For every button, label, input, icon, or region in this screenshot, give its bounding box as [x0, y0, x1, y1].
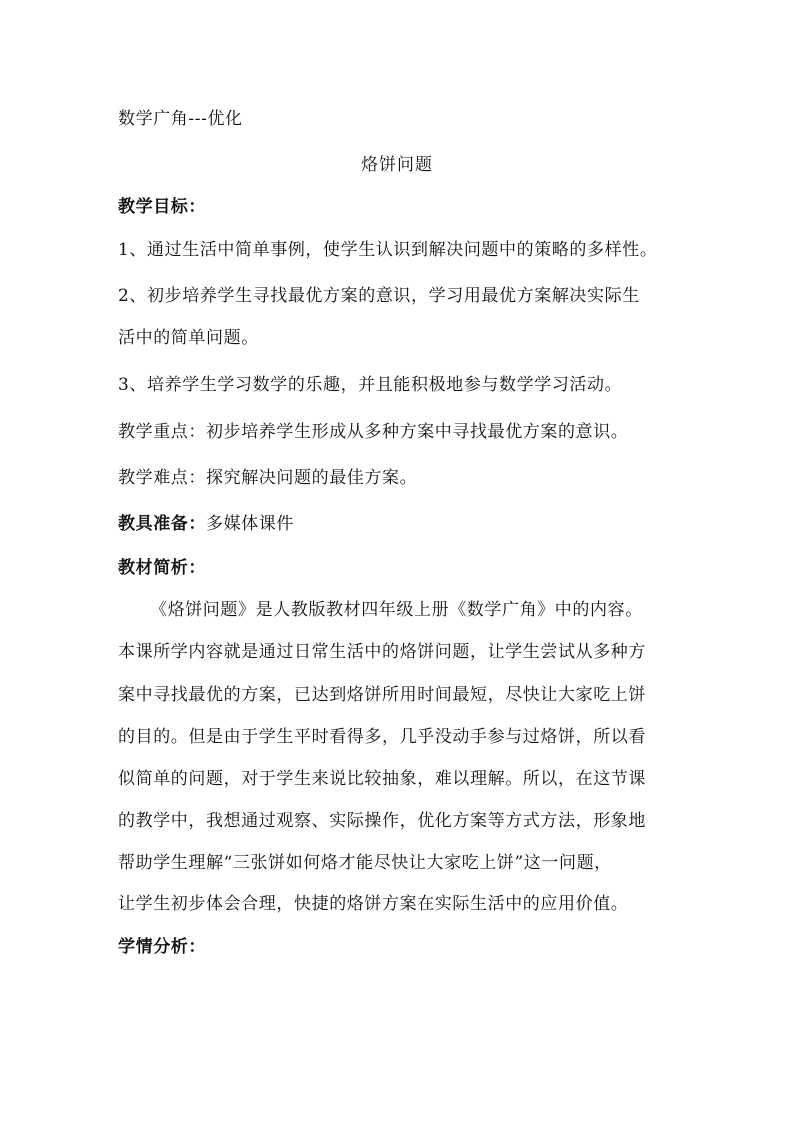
tools-value: 多媒体课件 — [206, 514, 294, 534]
analysis-line-5: 似简单的问题，对于学生来说比较抽象，难以理解。所以，在这节课 — [118, 769, 646, 789]
page-title: 烙饼问题 — [361, 155, 433, 175]
tools-label: 教具准备： — [118, 514, 206, 534]
analysis-line-2: 本课所学内容就是通过日常生活中的烙饼问题，让学生尝试从多种方 — [118, 642, 646, 662]
tools-line — [118, 513, 294, 535]
analysis-line-4: 的目的。但是由于学生平时看得多，几乎没动手参与过烙饼，所以看 — [118, 727, 646, 747]
goal-3: 3、培养学生学习数学的乐趣，并且能积极地参与数学学习活动。 — [118, 375, 623, 395]
subject-line: 数学广角---优化 — [118, 109, 243, 129]
analysis-heading: 教材简析： — [118, 558, 206, 578]
goal-2-line-2: 活中的简单问题。 — [118, 328, 259, 348]
analysis-line-3: 案中寻找最优的方案，已达到烙饼所用时间最短，尽快让大家吃上饼 — [118, 685, 646, 705]
analysis-line-1: 《烙饼问题》是人教版教材四年级上册《数学广角》中的内容。 — [150, 600, 643, 620]
goals-heading: 教学目标： — [118, 197, 206, 217]
students-heading: 学情分析： — [118, 937, 206, 957]
analysis-line-6: 的教学中，我想通过观察、实际操作，优化方案等方式方法，形象地 — [118, 811, 646, 831]
difficulty: 教学难点：探究解决问题的最佳方案。 — [118, 468, 418, 488]
goal-1: 1、通过生活中简单事例，使学生认识到解决问题中的策略的多样性。 — [118, 240, 658, 260]
goal-2-line-1: 2、初步培养学生寻找最优方案的意识，学习用最优方案解决实际生 — [118, 286, 640, 306]
key-point: 教学重点：初步培养学生形成从多种方案中寻找最优方案的意识。 — [118, 422, 629, 442]
analysis-line-8: 让学生初步体会合理，快捷的烙饼方案在实际生活中的应用价值。 — [118, 894, 629, 914]
analysis-line-7: 帮助学生理解“三张饼如何烙才能尽快让大家吃上饼”这一问题， — [118, 853, 612, 873]
